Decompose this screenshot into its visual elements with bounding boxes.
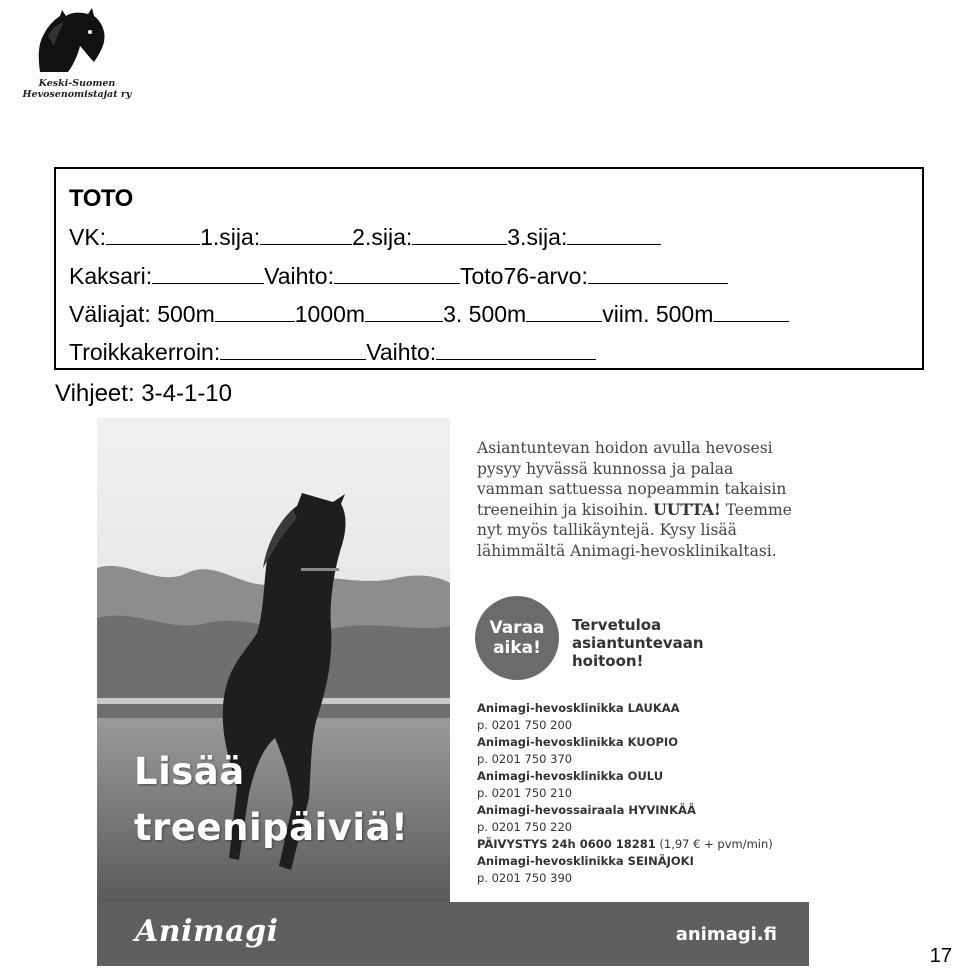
ad-slogan-line2: treenipäiviä! xyxy=(134,806,409,849)
welcome-line1: Tervetuloa xyxy=(572,616,662,634)
troikka-vaihto-label: Vaihto: xyxy=(366,339,437,365)
valiajat-1000m-blank[interactable] xyxy=(365,303,443,322)
kaksari-vaihto-label: Vaihto: xyxy=(264,263,334,289)
ad-photo xyxy=(97,418,450,902)
kaksari-label: Kaksari: xyxy=(69,263,153,289)
emergency-line[interactable] xyxy=(477,836,807,853)
valiajat-3-500m-blank[interactable] xyxy=(526,303,602,322)
ad-body-pre: Asiantuntevan hoidon avulla hevosesi pysyy hyvässä kunnossa ja palaa vamman sattuessa nopeammin takaisin treeneihin ja kisoihin. xyxy=(477,439,787,519)
sija1-label: 1.sija: xyxy=(200,224,261,250)
ad-slogan-line1: Lisää xyxy=(134,750,245,793)
valiajat-3-500m-label: 3. 500m xyxy=(443,301,527,327)
valiajat-500m-blank[interactable] xyxy=(215,303,295,322)
logo-text-line2: Hevosenomistajat ry xyxy=(22,89,132,100)
sija1-blank[interactable] xyxy=(260,226,352,245)
book-appointment-button[interactable] xyxy=(475,596,559,680)
toto-form-box xyxy=(54,167,924,370)
clinic-phone[interactable]: p. 0201 750 220 xyxy=(477,820,573,834)
vihjeet-tips: Vihjeet: 3-4-1-10 xyxy=(55,380,232,407)
clinic-phone[interactable]: p. 0201 750 200 xyxy=(477,718,573,732)
ad-footer-bar xyxy=(97,902,809,966)
toto-row-2 xyxy=(69,263,728,290)
troikka-vaihto-blank[interactable] xyxy=(436,341,596,360)
welcome-line2: asiantuntevaan xyxy=(572,634,704,652)
page-number: 17 xyxy=(929,945,952,967)
sija3-blank[interactable] xyxy=(567,226,661,245)
book-appointment-line2: aika! xyxy=(493,638,541,658)
toto76-blank[interactable] xyxy=(588,265,728,284)
emergency-label: PÄIVYSTYS 24h 0600 18281 xyxy=(477,837,656,851)
animagi-brand-logo: Animagi xyxy=(135,914,279,949)
clinic-list xyxy=(477,700,807,887)
clinic-phone[interactable]: p. 0201 750 370 xyxy=(477,752,573,766)
valiajat-500m-label: Väliajat: 500m xyxy=(69,301,215,327)
vk-blank[interactable] xyxy=(106,226,200,245)
ad-body-post: Teemme nyt myös tallikäyntejä. Kysy lisää lähimmältä Animagi-hevosklinikaltasi. xyxy=(477,500,792,560)
welcome-text xyxy=(572,616,704,670)
clinic-name: Animagi-hevosklinikka KUOPIO xyxy=(477,735,678,749)
valiajat-viim-500m-label: viim. 500m xyxy=(602,301,714,327)
clinic-name: Animagi-hevossairaala HYVINKÄÄ xyxy=(477,803,696,817)
clinic-phone[interactable]: p. 0201 750 390 xyxy=(477,871,573,885)
logo-text-line1: Keski-Suomen xyxy=(38,78,116,89)
clinic-name: Animagi-hevosklinikka LAUKAA xyxy=(477,701,680,715)
clinic-phone[interactable]: p. 0201 750 210 xyxy=(477,786,573,800)
kaksari-blank[interactable] xyxy=(152,265,264,284)
emergency-price: (1,97 € + pvm/min) xyxy=(655,837,773,851)
organization-logo xyxy=(8,6,138,114)
sija3-label: 3.sija: xyxy=(507,224,568,250)
toto-row-4 xyxy=(69,339,596,366)
toto-row-3 xyxy=(69,301,789,328)
toto76-label: Toto76-arvo: xyxy=(460,263,588,289)
welcome-line3: hoitoon! xyxy=(572,652,644,670)
vk-label: VK: xyxy=(69,224,107,250)
website-link[interactable]: animagi.fi xyxy=(675,924,777,945)
sija2-label: 2.sija: xyxy=(352,224,413,250)
clinic-name: Animagi-hevosklinikka SEINÄJOKI xyxy=(477,854,694,868)
toto-row-1 xyxy=(69,224,661,251)
toto-title: TOTO xyxy=(69,185,133,212)
kaksari-vaihto-blank[interactable] xyxy=(334,265,460,284)
animagi-advertisement[interactable] xyxy=(97,418,809,966)
ad-body-text xyxy=(477,438,797,561)
valiajat-viim-500m-blank[interactable] xyxy=(713,303,789,322)
troikka-blank[interactable] xyxy=(220,341,366,360)
ad-body-new: UUTTA! xyxy=(653,499,721,519)
book-appointment-line1: Varaa xyxy=(489,618,545,638)
troikka-label: Troikkakerroin: xyxy=(69,339,221,365)
clinic-name: Animagi-hevosklinikka OULU xyxy=(477,769,664,783)
sija2-blank[interactable] xyxy=(412,226,507,245)
valiajat-1000m-label: 1000m xyxy=(294,301,366,327)
horse-head-icon xyxy=(8,6,138,78)
